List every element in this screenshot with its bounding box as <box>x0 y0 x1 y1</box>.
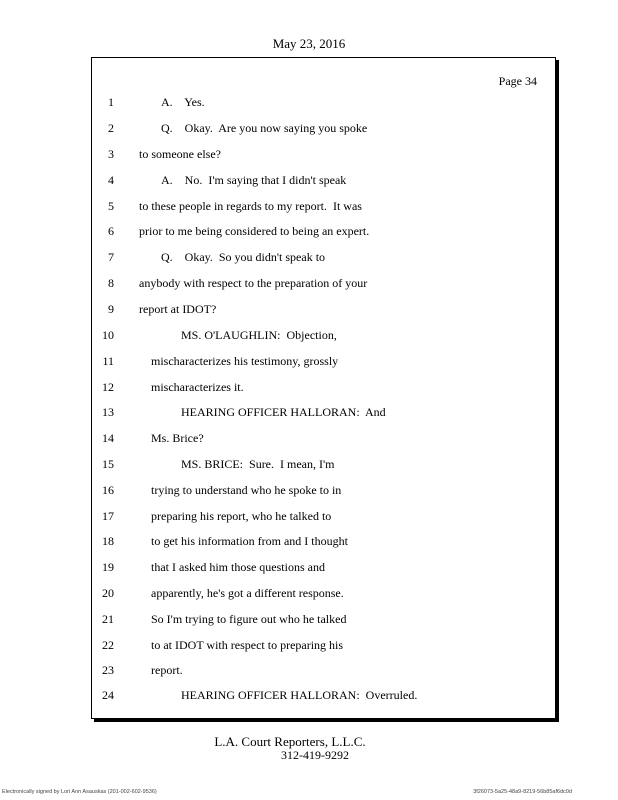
footer-company: L.A. Court Reporters, L.L.C. <box>214 734 366 749</box>
transcript-line <box>92 661 557 679</box>
line-text: MS. BRICE: Sure. I mean, I'm <box>181 457 335 471</box>
header-date: May 23, 2016 <box>272 36 346 51</box>
line-number: 20 <box>102 586 114 600</box>
transcript-line <box>92 610 557 628</box>
line-number: 10 <box>102 328 114 342</box>
line-text: So I'm trying to figure out who he talked <box>151 612 347 626</box>
line-text: trying to understand who he spoke to in <box>151 483 342 497</box>
line-text: A. No. I'm saying that I didn't speak <box>161 173 347 187</box>
line-number: 12 <box>102 380 114 394</box>
line-text: mischaracterizes it. <box>151 380 244 394</box>
transcript-line <box>92 558 557 576</box>
line-number: 5 <box>108 199 114 213</box>
transcript-line <box>92 378 557 396</box>
electronic-signature: Electronically signed by Lori Ann Asauskas (201-002-602-9536) <box>2 789 157 795</box>
transcript-line <box>92 481 557 499</box>
transcript-line <box>92 686 557 704</box>
line-text: MS. O'LAUGHLIN: Objection, <box>181 328 337 342</box>
transcript-line <box>92 429 557 447</box>
line-number: 4 <box>108 173 114 187</box>
line-number: 16 <box>102 483 114 497</box>
transcript-line <box>92 403 557 421</box>
transcript-line <box>92 274 557 292</box>
transcript-line <box>92 145 557 163</box>
line-text: Ms. Brice? <box>151 431 204 445</box>
transcript-line <box>92 248 557 266</box>
line-text: mischaracterizes his testimony, grossly <box>151 354 339 368</box>
line-text: that I asked him those questions and <box>151 560 325 574</box>
line-number: 17 <box>102 509 114 523</box>
line-text: HEARING OFFICER HALLORAN: And <box>181 405 386 419</box>
line-number: 15 <box>102 457 114 471</box>
transcript-line <box>92 352 557 370</box>
line-number: 14 <box>102 431 114 445</box>
transcript-line <box>92 507 557 525</box>
line-number: 19 <box>102 560 114 574</box>
line-number: 22 <box>102 638 114 652</box>
line-text: to someone else? <box>139 147 221 161</box>
line-number: 11 <box>102 354 114 368</box>
transcript-line <box>92 197 557 215</box>
footer-phone: 312-419-9292 <box>281 748 349 762</box>
transcript-line <box>92 222 557 240</box>
line-text: anybody with respect to the preparation of your <box>139 276 368 290</box>
transcript-line <box>92 119 557 137</box>
transcript-box <box>91 57 556 719</box>
transcript-line <box>92 584 557 602</box>
line-text: Q. Okay. So you didn't speak to <box>161 250 326 264</box>
line-number: 9 <box>108 302 114 316</box>
line-text: to these people in regards to my report. It was <box>139 199 362 213</box>
line-text: report. <box>151 663 183 677</box>
line-number: 6 <box>108 224 114 238</box>
line-text: to at IDOT with respect to preparing his <box>151 638 344 652</box>
line-text: prior to me being considered to being an expert. <box>139 224 370 238</box>
line-number: 7 <box>108 250 114 264</box>
line-text: A. Yes. <box>161 95 205 109</box>
line-text: apparently, he's got a different response. <box>151 586 344 600</box>
line-number: 8 <box>108 276 114 290</box>
line-number: 23 <box>102 663 114 677</box>
line-text: report at IDOT? <box>139 302 217 316</box>
line-number: 3 <box>108 147 114 161</box>
transcript-line <box>92 300 557 318</box>
line-number: 2 <box>108 121 114 135</box>
document-id: 3f26073-5a25-48a9-8219-56b85af6dc0d <box>473 789 572 795</box>
transcript-line <box>92 93 557 111</box>
transcript-line <box>92 326 557 344</box>
transcript-line <box>92 636 557 654</box>
line-text: preparing his report, who he talked to <box>151 509 332 523</box>
page-number-label: Page 34 <box>498 74 537 88</box>
line-number: 21 <box>102 612 114 626</box>
line-number: 24 <box>102 688 114 702</box>
transcript-line <box>92 455 557 473</box>
line-number: 13 <box>102 405 114 419</box>
line-number: 18 <box>102 534 114 548</box>
line-text: to get his information from and I thought <box>151 534 348 548</box>
transcript-line <box>92 532 557 550</box>
line-text: Q. Okay. Are you now saying you spoke <box>161 121 368 135</box>
transcript-line <box>92 171 557 189</box>
line-number: 1 <box>108 95 114 109</box>
line-text: HEARING OFFICER HALLORAN: Overruled. <box>181 688 418 702</box>
